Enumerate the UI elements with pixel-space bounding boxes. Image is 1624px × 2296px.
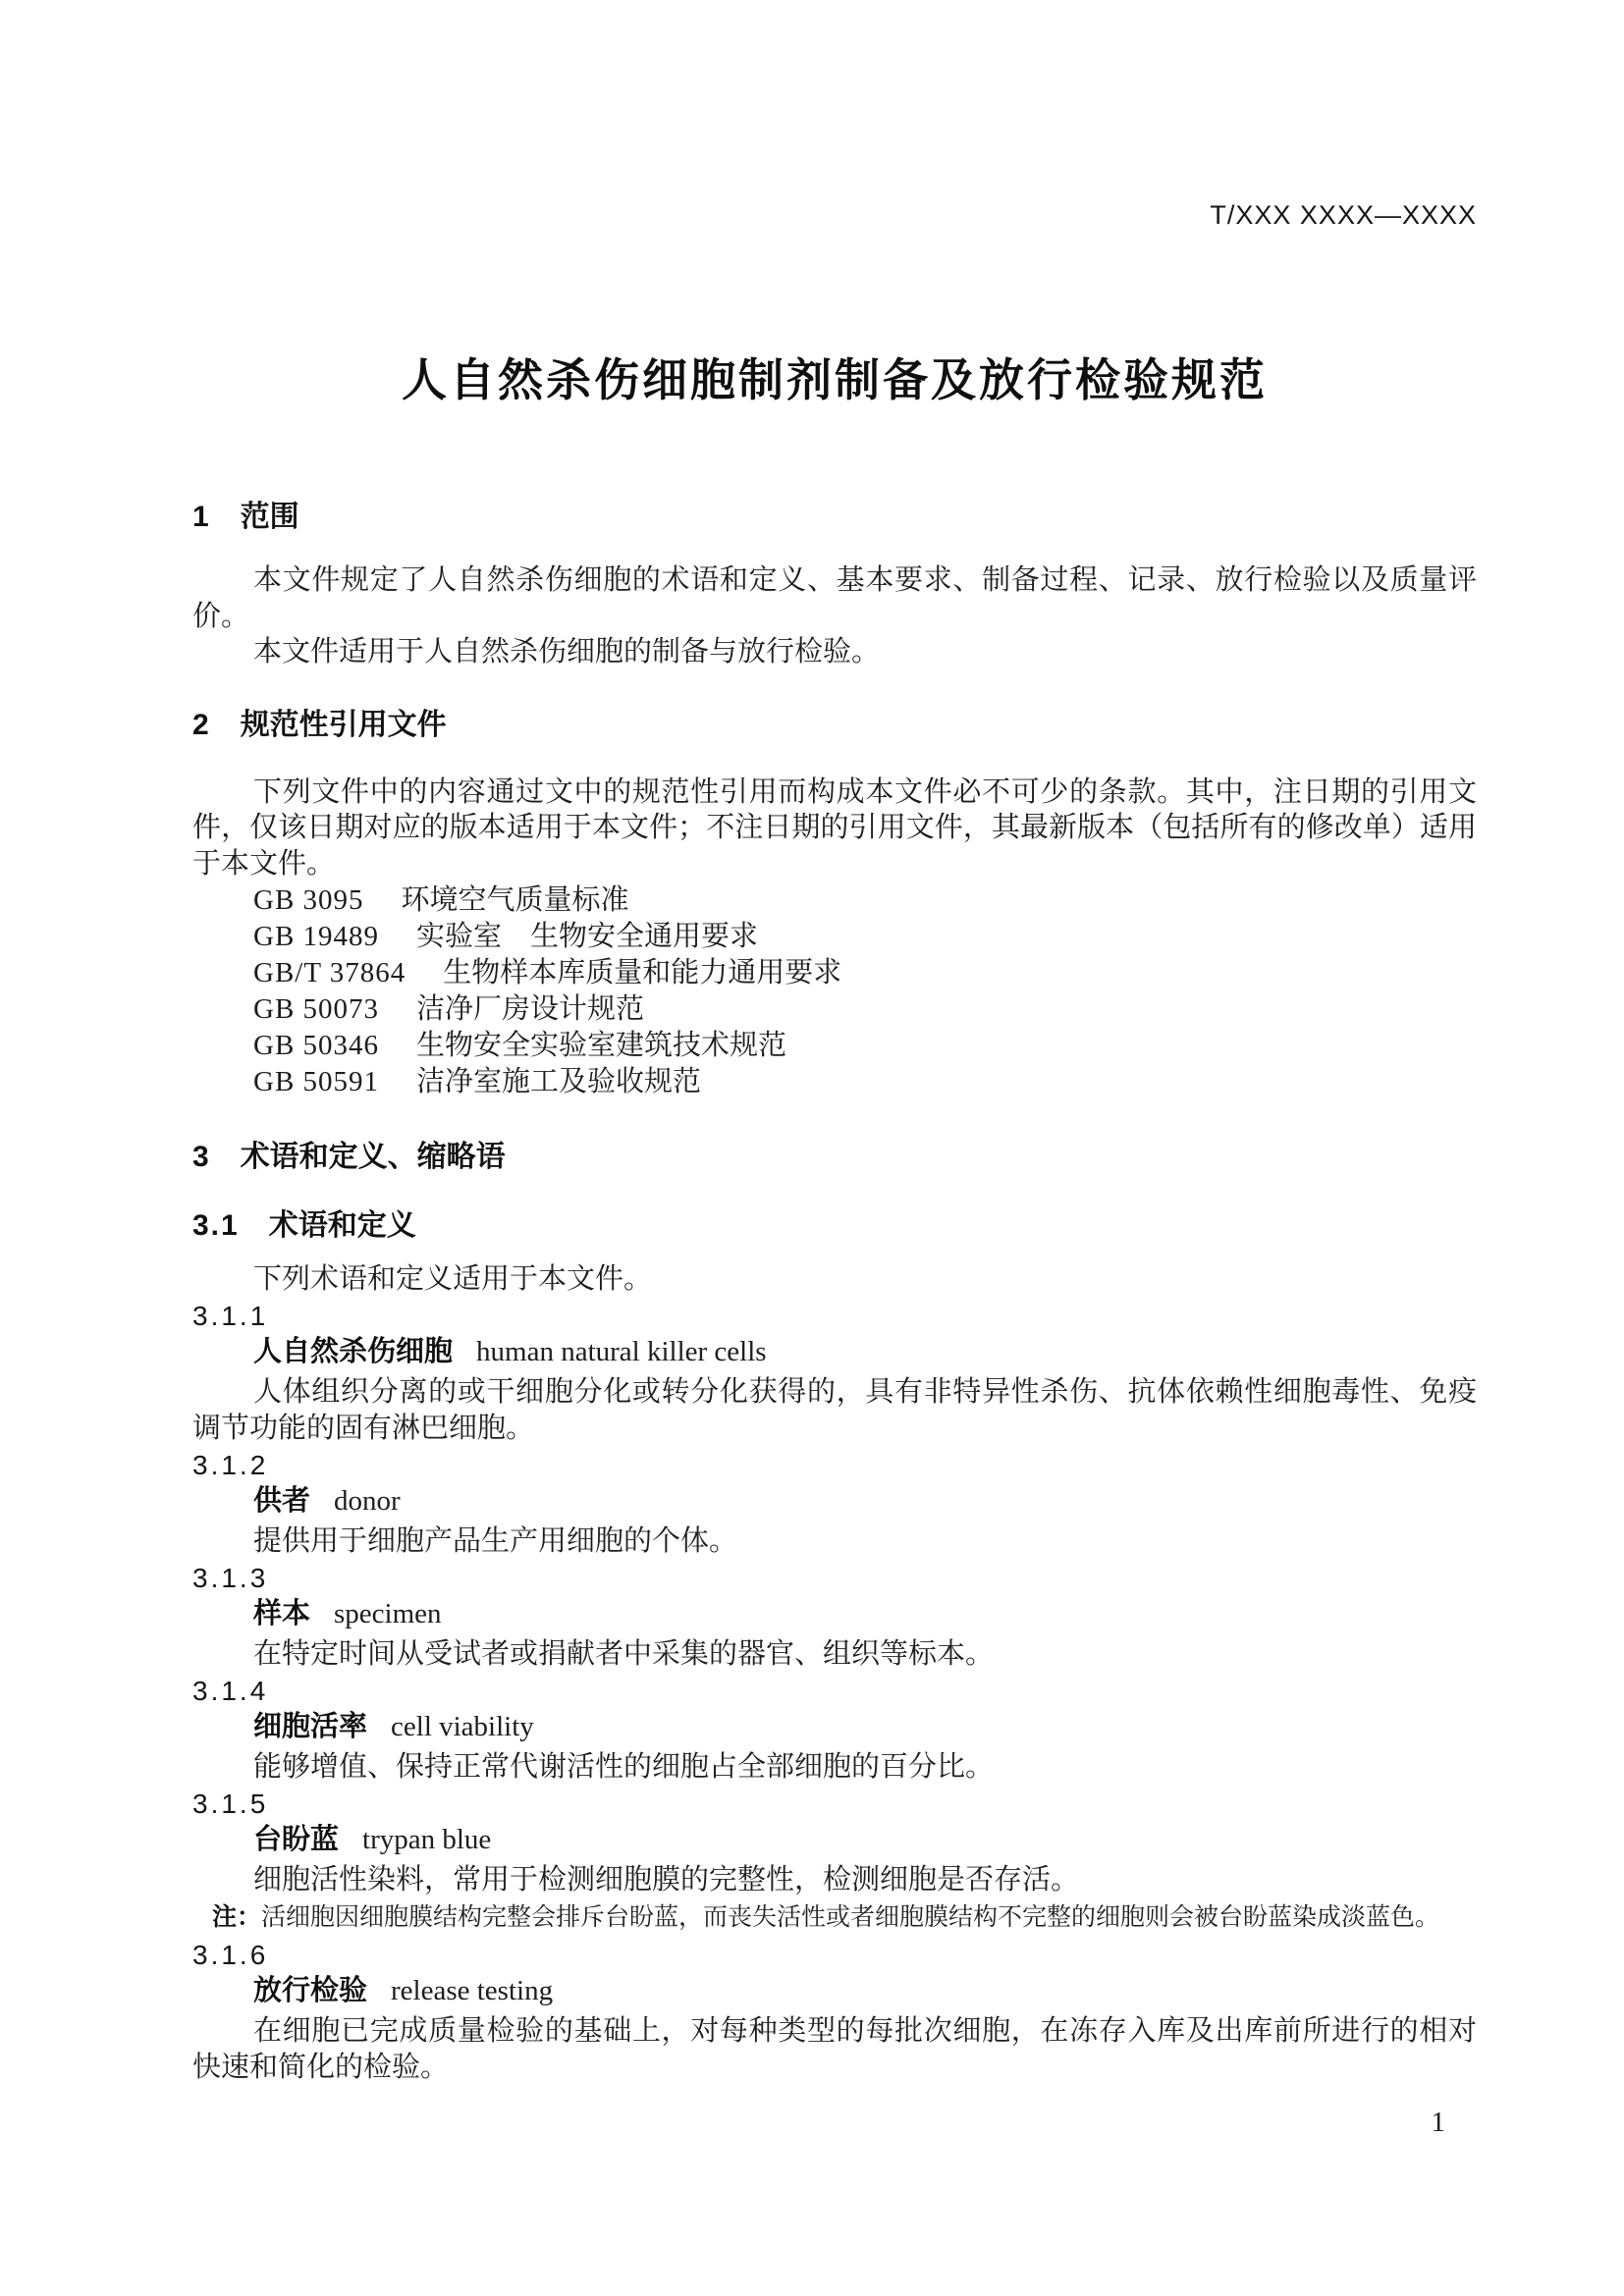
reference-item-gbt37864 <box>192 955 1477 991</box>
reference-item-gb50073 <box>192 991 1477 1028</box>
clause-number: 3.1.3 <box>192 1562 269 1593</box>
reference-title: 环境空气质量标准 <box>401 884 629 916</box>
note-label: 注： <box>212 1902 262 1931</box>
reference-title: 生物样本库质量和能力通用要求 <box>443 957 842 988</box>
term-chinese: 供者 <box>253 1484 311 1517</box>
term-chinese: 放行检验 <box>253 1974 368 2006</box>
section-2-heading <box>192 706 1477 745</box>
reference-code: GB/T 37864 <box>253 957 406 988</box>
term-definition: 能够增值、保持正常代谢活性的细胞占全部细胞的百分比。 <box>253 1750 995 1783</box>
section-3-title: 术语和定义、缩略语 <box>240 1141 506 1173</box>
term-english: donor <box>334 1484 401 1517</box>
note-text: 活细胞因细胞膜结构完整会排斥台盼蓝，而丧失活性或者细胞膜结构不完整的细胞则会被台盼蓝染成淡蓝色。 <box>261 1903 1440 1931</box>
term-english: human natural killer cells <box>476 1335 767 1367</box>
reference-code: GB 19489 <box>253 921 380 952</box>
reference-code: GB 50073 <box>253 993 380 1025</box>
reference-item-gb19489 <box>192 919 1477 955</box>
term-english: cell viability <box>391 1710 534 1742</box>
term-line <box>192 1483 1477 1523</box>
reference-item-gb50591 <box>192 1064 1477 1100</box>
section-3-1-heading <box>192 1206 1477 1246</box>
reference-title: 实验室 生物安全通用要求 <box>416 921 759 952</box>
term-line <box>192 1973 1477 2013</box>
section-3-heading <box>192 1138 1477 1177</box>
section-1-heading <box>192 498 1477 537</box>
section-1-title: 范围 <box>240 501 299 533</box>
term-line <box>192 1334 1477 1374</box>
term-chinese: 人自然杀伤细胞 <box>253 1335 454 1367</box>
term-note <box>192 1898 1477 1937</box>
terms-intro: 下列术语和定义适用于本文件。 <box>253 1263 653 1295</box>
clause-number: 3.1.1 <box>192 1300 269 1331</box>
clause-number: 3.1.5 <box>192 1788 269 1819</box>
reference-item-gb3095 <box>192 882 1477 919</box>
section-3-number: 3 <box>192 1141 211 1173</box>
term-definition: 在特定时间从受试者或捐献者中采集的器官、组织等标本。 <box>253 1637 995 1670</box>
term-definition: 提供用于细胞产品生产用细胞的个体。 <box>253 1524 738 1557</box>
section-3-1-number: 3.1 <box>192 1209 240 1242</box>
term-definition: 在细胞已完成质量检验的基础上，对每种类型的每批次细胞，在冻存入库及出库前所进行的相对快速和简化的检验。 <box>192 2014 1477 2083</box>
reference-code: GB 50346 <box>253 1030 380 1061</box>
term-english: specimen <box>334 1597 442 1629</box>
term-line <box>192 1822 1477 1862</box>
terms-and-definitions <box>192 1298 1477 2086</box>
term-chinese: 样本 <box>253 1597 311 1629</box>
term-block-3-1-1 <box>192 1298 1477 1447</box>
term-block-3-1-2 <box>192 1447 1477 1560</box>
reference-code: GB 50591 <box>253 1066 380 1097</box>
term-definition: 细胞活性染料，常用于检测细胞膜的完整性，检测细胞是否存活。 <box>253 1863 1080 1896</box>
clause-number: 3.1.6 <box>192 1939 269 1970</box>
scope-paragraph-1: 本文件规定了人自然杀伤细胞的术语和定义、基本要求、制备过程、记录、放行检验以及质量评价。 <box>192 564 1477 632</box>
section-3-1-title: 术语和定义 <box>268 1209 416 1242</box>
reference-code: GB 3095 <box>253 884 364 916</box>
standard-reference-number: T/XXX XXXX—XXXX <box>1210 200 1477 230</box>
scope-paragraph-2: 本文件适用于人自然杀伤细胞的制备与放行检验。 <box>253 636 881 667</box>
term-block-3-1-5 <box>192 1786 1477 1937</box>
normative-references-intro: 下列文件中的内容通过文中的规范性引用而构成本文件必不可少的条款。其中，注日期的引用文件，仅该日期对应的版本适用于本文件；不注日期的引用文件，其最新版本（包括所有的修改单）适用于本文件。 <box>192 775 1477 880</box>
term-block-3-1-4 <box>192 1673 1477 1786</box>
reference-item-gb50346 <box>192 1028 1477 1064</box>
document-title: 人自然杀伤细胞制剂制备及放行检验规范 <box>402 354 1268 405</box>
term-line <box>192 1596 1477 1636</box>
term-block-3-1-6 <box>192 1937 1477 2086</box>
reference-title: 洁净室施工及验收规范 <box>416 1066 702 1097</box>
clause-number: 3.1.2 <box>192 1449 269 1480</box>
term-chinese: 台盼蓝 <box>253 1823 340 1855</box>
section-1-number: 1 <box>192 501 211 533</box>
term-block-3-1-3 <box>192 1560 1477 1673</box>
clause-number: 3.1.4 <box>192 1675 269 1706</box>
section-2-title: 规范性引用文件 <box>240 708 447 741</box>
page-number: 1 <box>1431 2107 1445 2138</box>
term-definition: 人体组织分离的或干细胞分化或转分化获得的，具有非特异性杀伤、抗体依赖性细胞毒性、免疫调节功能的固有淋巴细胞。 <box>192 1375 1477 1444</box>
term-english: release testing <box>391 1974 554 2006</box>
term-line <box>192 1709 1477 1749</box>
reference-title: 洁净厂房设计规范 <box>416 993 645 1025</box>
term-english: trypan blue <box>362 1823 492 1855</box>
reference-title: 生物安全实验室建筑技术规范 <box>416 1030 787 1061</box>
term-chinese: 细胞活率 <box>253 1710 368 1742</box>
reference-list <box>192 882 1477 1100</box>
section-2-number: 2 <box>192 708 211 741</box>
